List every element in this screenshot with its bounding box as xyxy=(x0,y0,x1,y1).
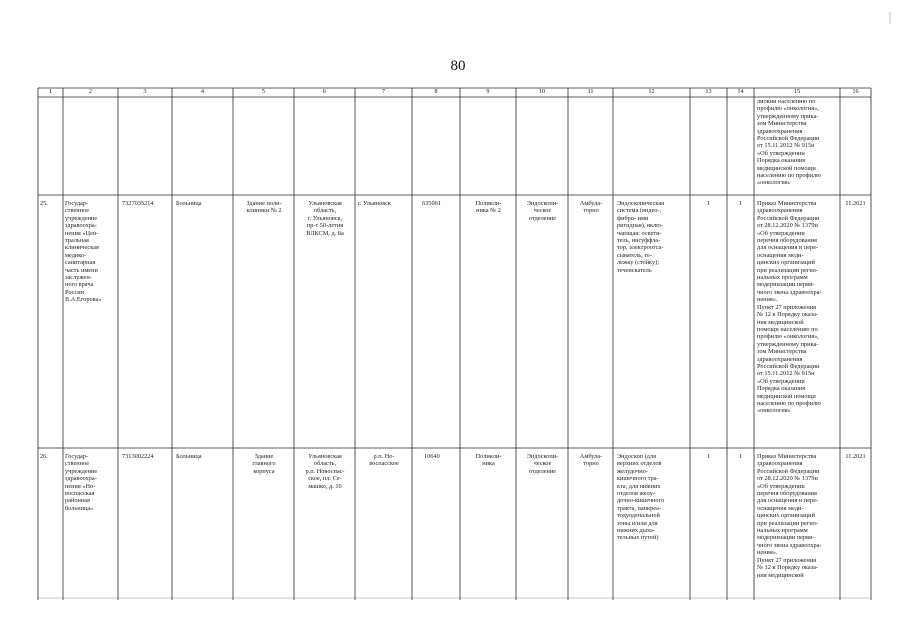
legal-basis: Приказ Министерства здравоохранения Российской Федерации от 28.12.2020 № 1379н «Об утверждении перечня оборудования для оснащения и пере- оснащения меди- цинских организаций при реализации регио- нальных программ модернизации перви- чного звена здравоохра- нения». Пункт 27 приложения № 12 к Порядку оказа- ния медицинской xyxy=(757,453,822,579)
column-number: 14 xyxy=(737,88,744,95)
organization-name: Государ- ственное учреждение здравоохра- нения «Цен- тральная клиническая медико- санитарная часть имени заслужен- ного врача России В.А.Егорова» xyxy=(65,200,102,304)
address: Ульяновская область, г. Ульяновск, пр-т 50-летия ВЛКСМ, д. 8а xyxy=(306,200,344,237)
address: Ульяновская область, р.п. Новоспас- ское, пл. Се- машко, д. 10 xyxy=(305,453,345,490)
deadline: 11.2021 xyxy=(845,453,866,460)
facility-type: Больница xyxy=(176,200,202,207)
column-number: 10 xyxy=(538,88,546,95)
oktmo: 10640 xyxy=(424,453,440,460)
column-number: 16 xyxy=(852,88,859,95)
quantity: 1 xyxy=(706,200,711,207)
organization-name: Государ- ственное учреждение здравоохра- нения «Но- воспасская районная больница» xyxy=(65,453,98,512)
unit: Поликли- ника xyxy=(475,453,502,468)
column-number: 1 xyxy=(48,88,53,95)
column-number: 4 xyxy=(200,88,205,95)
building: Здание поли- клиники № 2 xyxy=(246,200,282,215)
legal-basis: Приказ Министерства здравоохранения Российской Федерации от 28.12.2020 № 1379н «Об утверждении перечня оборудования для оснащения и пере- оснащения меди- цинских организаций при реализации регио- нальных программ модернизации перви- чного звена здравоохра- нения». Пункт 27 приложения № 12 к Порядку оказа- ния медицинской помощи населению по профилю «онкология», утвержденному прика- зом Министерства здравоохранения Российской Федерации от 15.11.2012 № 915н «Об утверждении Порядка оказания медицинской помощи населению по профилю «онкология» xyxy=(757,200,822,415)
row-number: 26. xyxy=(40,453,48,460)
column-number: 2 xyxy=(88,88,93,95)
care-form: Амбула- торно xyxy=(579,200,603,215)
column-number: 12 xyxy=(648,88,655,95)
column-number: 13 xyxy=(705,88,712,95)
department: Эндоскопи- ческое отделение xyxy=(526,200,559,222)
column-number: 6 xyxy=(322,88,327,95)
deadline: 11.2021 xyxy=(845,200,866,207)
care-form: Амбула- торно xyxy=(579,453,603,468)
department: Эндоскопи- ческое отделение xyxy=(526,453,559,475)
inn: 7327035214 xyxy=(122,200,154,207)
column-number: 15 xyxy=(793,88,801,95)
equipment: Эндоскопическая система (видео-, фибро- ими ригидная), вклю- чающая: освети- тель, инсуффла- тор, электроотса- сыватель, те- лежку (стойку); течеискатель xyxy=(617,200,665,274)
column-number: 8 xyxy=(434,88,438,95)
quantity: 1 xyxy=(738,200,743,207)
row-number: 25. xyxy=(40,200,48,207)
building: Здание главного корпуса xyxy=(252,453,276,475)
locality: р.п. Но- воспасское xyxy=(369,453,399,468)
column-number: 7 xyxy=(381,88,386,95)
page-number: 80 xyxy=(450,58,466,74)
column-number: 3 xyxy=(143,88,147,95)
oktmo: 635061 xyxy=(422,200,441,207)
quantity: 1 xyxy=(738,453,743,460)
unit: Поликли- ника № 2 xyxy=(475,200,502,215)
quantity: 1 xyxy=(706,453,711,460)
column-number: 5 xyxy=(261,88,266,95)
column-number: 9 xyxy=(486,88,490,95)
column-number: 11 xyxy=(587,88,594,95)
inn: 7313002224 xyxy=(122,453,154,460)
facility-type: Больница xyxy=(176,453,202,460)
continued-basis-text: лиокии населению по профилю «онкология», утвержденному прика- зом Министерства здравоохранения Российской Федерации от 15.11.2012 № 915н «Об утверждении Порядка оказания медицинской помощи населению по профилю «онкология» xyxy=(757,98,821,187)
equipment: Эндоскоп (для верхних отделов желудочно- кишечного тра- кта, для нижних отделов желу- дочно-кишечного тракта, панкреа- тодуоденальной зоны и/или для нижних дыха- тельных путей) xyxy=(617,453,665,542)
locality: г. Ульяновск xyxy=(358,200,391,207)
